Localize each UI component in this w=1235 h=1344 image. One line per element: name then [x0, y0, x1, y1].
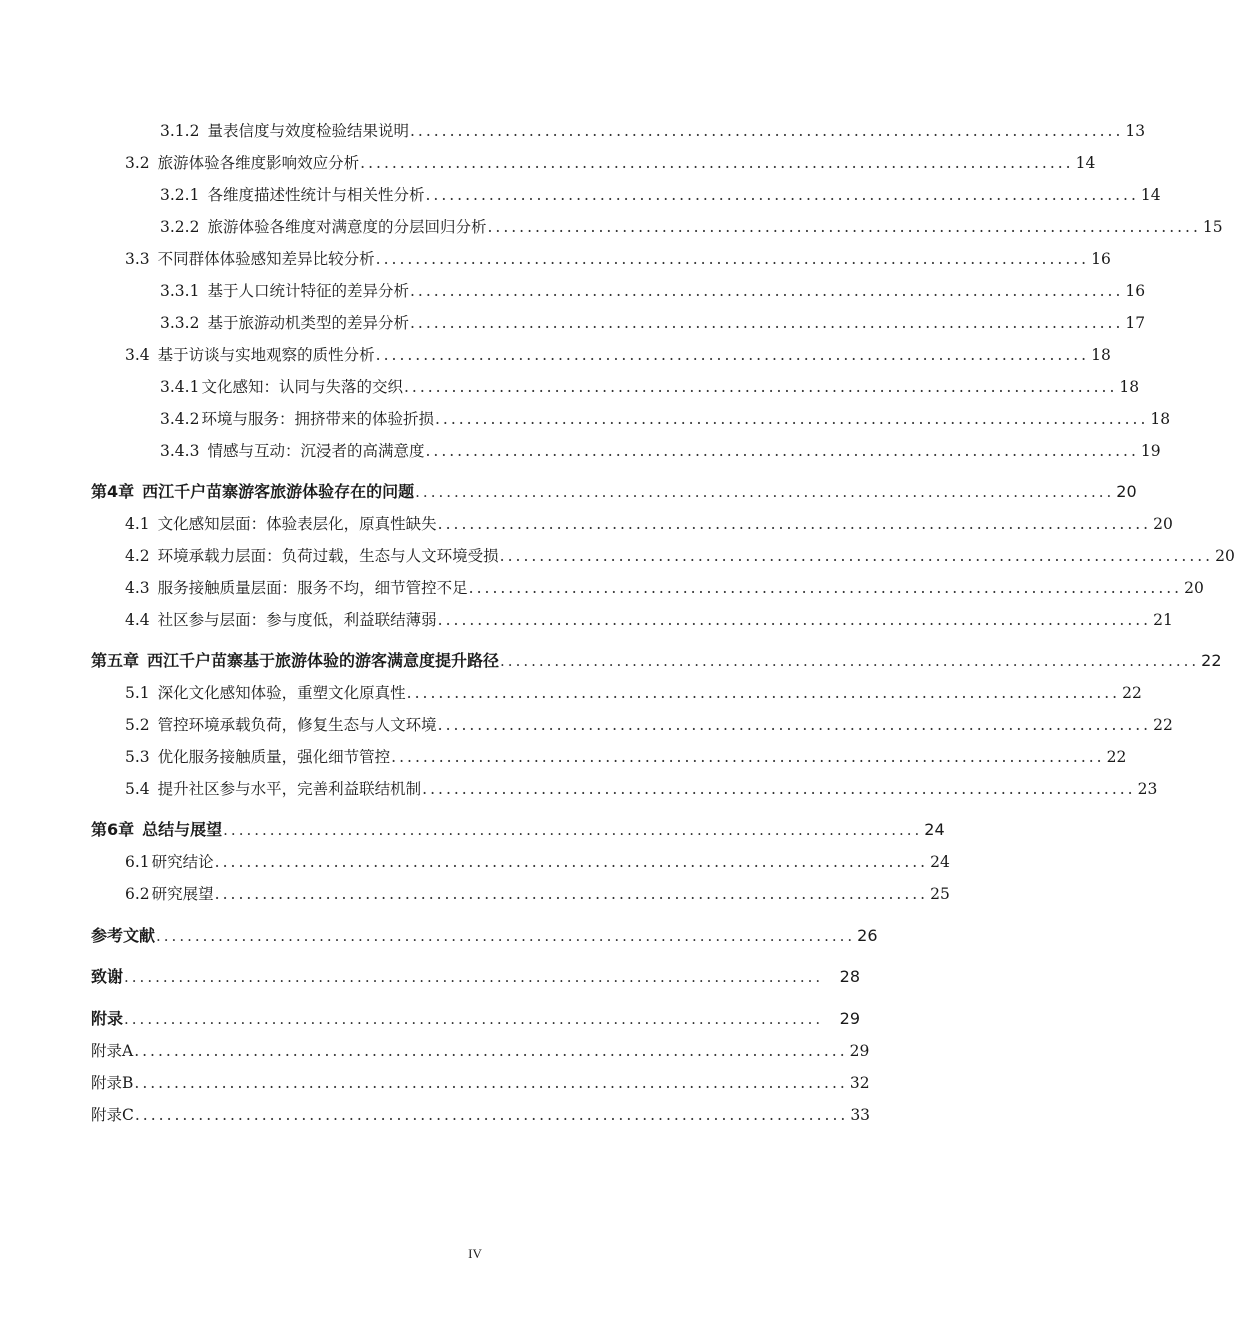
toc-entry-title: 基于访谈与实地观察的质性分析: [157, 346, 375, 364]
toc-entry-page: 13: [1125, 122, 1146, 140]
toc-entry[interactable]: [160, 213, 1223, 241]
toc-chapter-entry[interactable]: [91, 922, 878, 950]
toc-entry-page: 22: [1201, 651, 1222, 670]
toc-entry-number: 第4章: [91, 482, 135, 501]
toc-entry-page: 26: [857, 926, 878, 945]
toc-chapter-entry[interactable]: [91, 647, 1222, 675]
dot-leader: ..........................................................................................: [499, 547, 1214, 565]
toc-entry-number: 4.1: [125, 515, 150, 533]
toc-entry-number: 3.3.1: [160, 282, 200, 300]
toc-entry-page: 25: [930, 885, 950, 903]
toc-entry[interactable]: [160, 181, 1161, 209]
toc-entry-page: 16: [1125, 282, 1146, 300]
toc-entry-number: 4.3: [125, 579, 150, 597]
toc-entry[interactable]: [125, 880, 950, 908]
dot-leader: ..........................................................................................: [434, 410, 1149, 428]
toc-entry-number: 5.4: [125, 780, 150, 798]
toc-entry-title: 优化服务接触质量，强化细节管控: [157, 748, 391, 766]
toc-entry-number: 4.2: [125, 547, 150, 565]
toc-entry[interactable]: [160, 309, 1146, 337]
dot-leader: ..........................................................................................: [375, 346, 1090, 364]
toc-entry-number: 5.1: [125, 684, 150, 702]
dot-leader: ..........................................................................................: [391, 748, 1105, 766]
toc-entry[interactable]: [125, 341, 1111, 369]
toc-entry-page: 22: [1122, 684, 1142, 702]
toc-entry[interactable]: [125, 606, 1173, 634]
page-number: IV: [468, 1246, 482, 1261]
toc-entry[interactable]: [91, 1037, 870, 1065]
toc-entry-title: 附录C: [91, 1106, 134, 1124]
toc-entry-page: 24: [930, 853, 950, 871]
toc-entry[interactable]: [160, 437, 1161, 465]
dot-leader: ..........................................................................................: [422, 780, 1136, 798]
toc-entry-number: 3.3.2: [160, 314, 200, 332]
dot-leader: ..........................................................................................: [375, 250, 1090, 268]
dot-leader: ..........................................................................................: [409, 122, 1124, 140]
toc-entry-number: 3.2: [125, 154, 150, 172]
toc-entry-number: 6.2: [125, 885, 150, 903]
toc-chapter-entry[interactable]: [91, 963, 860, 991]
toc-entry[interactable]: [91, 1069, 870, 1097]
toc-entry-title: 旅游体验各维度影响效应分析: [157, 154, 360, 172]
toc-entry-title: 旅游体验各维度对满意度的分层回归分析: [207, 218, 487, 236]
toc-entry-title: 致谢: [91, 967, 124, 986]
toc-entry-page: 28: [839, 967, 860, 986]
dot-leader: ..........................................................................................: [223, 821, 923, 839]
toc-entry-title: 西江千户苗寨游客旅游体验存在的问题: [142, 482, 415, 501]
toc-entry-number: 5.2: [125, 716, 150, 734]
toc-entry-page: 18: [1091, 346, 1111, 364]
toc-entry-title: 总结与展望: [142, 820, 223, 839]
toc-entry-title: 附录A: [91, 1042, 134, 1060]
toc-entry-page: 22: [1153, 716, 1173, 734]
toc-entry-page: 14: [1140, 186, 1161, 204]
toc-entry[interactable]: [160, 405, 1171, 433]
toc-entry-page: 18: [1150, 410, 1171, 428]
dot-leader: ..........................................................................................: [468, 579, 1183, 597]
toc-entry-number: 3.1.2: [160, 122, 200, 140]
dot-leader: ..........................................................................................: [500, 652, 1200, 670]
toc-entry-page: 29: [839, 1009, 860, 1028]
toc-entry-page: 20: [1215, 547, 1235, 565]
toc-entry-number: 3.4.1: [160, 378, 200, 396]
toc-chapter-entry[interactable]: [91, 1005, 860, 1033]
dot-leader: ..........................................................................................: [124, 1010, 824, 1028]
dot-leader: ..........................................................................................: [437, 611, 1152, 629]
toc-entry-page: 24: [924, 820, 945, 839]
toc-entry-page: 17: [1125, 314, 1146, 332]
toc-entry-number: 3.2.2: [160, 218, 200, 236]
toc-entry-title: 管控环境承载负荷，修复生态与人文环境: [157, 716, 437, 734]
toc-entry-number: 3.4.3: [160, 442, 200, 460]
toc-entry-title: 不同群体体验感知差异比较分析: [157, 250, 375, 268]
toc-entry[interactable]: [125, 542, 1235, 570]
toc-entry-page: 21: [1153, 611, 1173, 629]
toc-entry-page: 29: [849, 1042, 870, 1060]
dot-leader: ..........................................................................................: [409, 314, 1124, 332]
toc-entry[interactable]: [125, 510, 1173, 538]
dot-leader: ..........................................................................................: [124, 968, 824, 986]
toc-entry[interactable]: [125, 245, 1111, 273]
dot-leader: ..........................................................................................: [214, 885, 929, 903]
toc-entry-page: 18: [1119, 378, 1140, 396]
toc-entry-page: 23: [1137, 780, 1158, 798]
toc-entry-page: 19: [1140, 442, 1161, 460]
dot-leader: ..........................................................................................: [406, 684, 1121, 702]
toc-chapter-entry[interactable]: [91, 816, 945, 844]
dot-leader: ..........................................................................................: [360, 154, 1074, 172]
toc-entry[interactable]: [125, 679, 1142, 707]
toc-entry-title: 文化感知层面：体验表层化，原真性缺失: [157, 515, 437, 533]
toc-entry-title: 西江千户苗寨基于旅游体验的游客满意度提升路径: [147, 651, 500, 670]
toc-entry[interactable]: [160, 117, 1146, 145]
toc-entry[interactable]: [160, 373, 1140, 401]
dot-leader: ..........................................................................................: [415, 483, 1115, 501]
toc-entry-number: 第五章: [91, 651, 140, 670]
toc-entry-number: 6.1: [125, 853, 150, 871]
toc-entry[interactable]: [160, 277, 1146, 305]
dot-leader: ..........................................................................................: [425, 186, 1139, 204]
toc-entry-title: 深化文化感知体验，重塑文化原真性: [157, 684, 406, 702]
toc-entry-page: 20: [1184, 579, 1204, 597]
toc-entry-number: 5.3: [125, 748, 150, 766]
toc-entry-number: 第6章: [91, 820, 135, 839]
dot-leader: ..........................................................................................: [425, 442, 1139, 460]
toc-entry-page: 22: [1106, 748, 1127, 766]
dot-leader: ..........................................................................................: [437, 515, 1152, 533]
toc-entry-title: 情感与互动：沉浸者的高满意度: [207, 442, 425, 460]
toc-entry-title: 各维度描述性统计与相关性分析: [207, 186, 425, 204]
dot-leader: ..........................................................................................: [134, 1042, 848, 1060]
toc-entry[interactable]: [125, 574, 1204, 602]
toc-entry-title: 提升社区参与水平，完善利益联结机制: [157, 780, 422, 798]
dot-leader: ..........................................................................................: [487, 218, 1201, 236]
toc-entry-title: 附录B: [91, 1074, 134, 1092]
toc-entry-title: 社区参与层面：参与度低，利益联结薄弱: [157, 611, 437, 629]
toc-entry-title: 参考文献: [91, 926, 156, 945]
toc-chapter-entry[interactable]: [91, 478, 1137, 506]
toc-entry[interactable]: [125, 149, 1096, 177]
toc-entry-page: 32: [849, 1074, 870, 1092]
dot-leader: ..........................................................................................: [214, 853, 929, 871]
dot-leader: ..........................................................................................: [156, 927, 856, 945]
toc-entry[interactable]: [91, 1101, 871, 1129]
toc-entry-page: 33: [850, 1106, 871, 1124]
toc-entry-title: 附录: [91, 1009, 124, 1028]
dot-leader: ..........................................................................................: [403, 378, 1118, 396]
toc-entry-title: 量表信度与效度检验结果说明: [207, 122, 409, 140]
dot-leader: ..........................................................................................: [134, 1074, 848, 1092]
toc-entry-title: 研究展望: [151, 885, 214, 903]
toc-entry[interactable]: [125, 711, 1173, 739]
toc-entry-title: 基于人口统计特征的差异分析: [207, 282, 409, 300]
toc-entry-number: 3.4.2: [160, 410, 200, 428]
dot-leader: ..........................................................................................: [134, 1106, 849, 1124]
toc-entry-title: 基于旅游动机类型的差异分析: [207, 314, 409, 332]
toc-entry-page: 14: [1075, 154, 1096, 172]
toc-entry-title: 环境与服务：拥挤带来的体验折损: [201, 410, 434, 428]
toc-entry-page: 20: [1116, 482, 1137, 501]
toc-entry-title: 文化感知：认同与失落的交织: [201, 378, 403, 396]
toc-entry[interactable]: [125, 743, 1127, 771]
toc-entry-page: 20: [1153, 515, 1173, 533]
toc-entry-page: 16: [1091, 250, 1111, 268]
toc-entry-title: 环境承载力层面：负荷过载，生态与人文环境受损: [157, 547, 499, 565]
toc-entry-number: 3.4: [125, 346, 150, 364]
toc-entry-number: 3.3: [125, 250, 150, 268]
toc-entry-number: 4.4: [125, 611, 150, 629]
toc-entry[interactable]: [125, 775, 1158, 803]
toc-entry[interactable]: [125, 848, 950, 876]
toc-entry-page: 15: [1202, 218, 1223, 236]
toc-entry-title: 研究结论: [151, 853, 214, 871]
toc-entry-title: 服务接触质量层面：服务不均，细节管控不足: [157, 579, 468, 597]
toc-entry-number: 3.2.1: [160, 186, 200, 204]
dot-leader: ..........................................................................................: [409, 282, 1124, 300]
dot-leader: ..........................................................................................: [437, 716, 1152, 734]
